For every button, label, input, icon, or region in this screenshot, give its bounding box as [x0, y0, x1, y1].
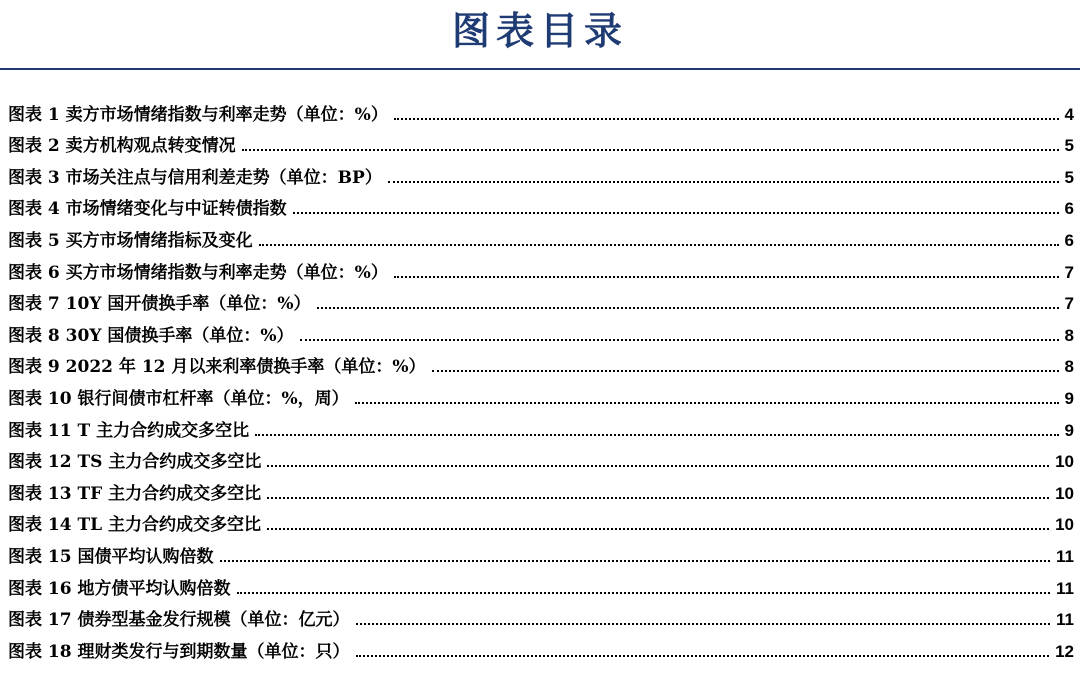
toc-entry-page-number: 5	[1064, 167, 1074, 187]
dot-leader	[356, 655, 1050, 657]
dot-leader	[255, 434, 1058, 436]
toc-entry[interactable]	[8, 570, 1074, 602]
toc-entry-page-number: 6	[1064, 230, 1074, 250]
toc-entry-page-number: 4	[1064, 104, 1074, 124]
toc-entry[interactable]	[8, 602, 1074, 634]
dot-leader	[237, 592, 1051, 594]
dot-leader	[293, 212, 1059, 214]
toc-entry-label: 图表 7 10Y 国开债换手率（单位：%）	[8, 294, 311, 315]
toc-entry-page-number: 9	[1064, 420, 1074, 440]
dot-leader	[259, 244, 1059, 246]
toc-entry-label: 图表 16 地方债平均认购倍数	[8, 578, 231, 599]
toc-entry[interactable]	[8, 254, 1074, 286]
toc-entry-label: 图表 12 TS 主力合约成交多空比	[8, 452, 262, 473]
toc-entry[interactable]	[8, 128, 1074, 160]
toc-entry[interactable]	[8, 444, 1074, 476]
toc-entry[interactable]	[8, 222, 1074, 254]
toc-entry[interactable]	[8, 317, 1074, 349]
dot-leader	[388, 181, 1059, 183]
dot-leader	[242, 149, 1059, 151]
toc-entry-page-number: 6	[1064, 199, 1074, 219]
toc-entry-label: 图表 15 国债平均认购倍数	[8, 546, 214, 567]
toc-entry-label: 图表 4 市场情绪变化与中证转债指数	[8, 199, 287, 220]
dot-leader	[432, 370, 1059, 372]
toc-entry-page-number: 11	[1056, 610, 1074, 630]
toc-entry-page-number: 11	[1056, 546, 1074, 566]
dot-leader	[356, 623, 1051, 625]
toc-entry-label: 图表 14 TL 主力合约成交多空比	[8, 515, 262, 536]
title-divider	[0, 68, 1080, 70]
toc-entry-page-number: 7	[1064, 262, 1074, 282]
dot-leader	[394, 276, 1059, 278]
toc-entry-label: 图表 17 债券型基金发行规模（单位：亿元）	[8, 610, 350, 631]
toc-entry[interactable]	[8, 507, 1074, 539]
toc-entry-label: 图表 8 30Y 国债换手率（单位：%）	[8, 325, 294, 346]
table-of-figures	[8, 96, 1074, 665]
toc-entry-label: 图表 11 T 主力合约成交多空比	[8, 420, 250, 441]
toc-entry[interactable]	[8, 412, 1074, 444]
toc-entry[interactable]	[8, 380, 1074, 412]
toc-entry-label: 图表 1 卖方市场情绪指数与利率走势（单位：%）	[8, 104, 388, 125]
dot-leader	[355, 402, 1059, 404]
toc-entry[interactable]	[8, 191, 1074, 223]
toc-entry-page-number: 12	[1055, 641, 1074, 661]
toc-entry[interactable]	[8, 475, 1074, 507]
toc-entry-page-number: 5	[1064, 136, 1074, 156]
toc-entry-label: 图表 6 买方市场情绪指数与利率走势（单位：%）	[8, 262, 388, 283]
dot-leader	[267, 465, 1049, 467]
toc-entry[interactable]	[8, 96, 1074, 128]
toc-entry-page-number: 10	[1055, 515, 1074, 535]
toc-entry-label: 图表 9 2022 年 12 月以来利率债换手率（单位：%）	[8, 357, 426, 378]
toc-entry-label: 图表 2 卖方机构观点转变情况	[8, 136, 236, 157]
toc-entry[interactable]	[8, 633, 1074, 665]
dot-leader	[267, 528, 1049, 530]
toc-entry-page-number: 8	[1064, 325, 1074, 345]
toc-entry-page-number: 10	[1055, 452, 1074, 472]
toc-entry-page-number: 9	[1064, 388, 1074, 408]
toc-entry[interactable]	[8, 538, 1074, 570]
toc-entry-label: 图表 13 TF 主力合约成交多空比	[8, 483, 262, 504]
dot-leader	[394, 118, 1059, 120]
toc-entry-label: 图表 5 买方市场情绪指标及变化	[8, 230, 253, 251]
toc-entry-page-number: 11	[1056, 578, 1074, 598]
dot-leader	[300, 339, 1059, 341]
toc-entry[interactable]	[8, 349, 1074, 381]
toc-entry-page-number: 7	[1064, 294, 1074, 314]
dot-leader	[220, 560, 1051, 562]
toc-entry-label: 图表 18 理财类发行与到期数量（单位：只）	[8, 641, 350, 662]
toc-entry-page-number: 8	[1064, 357, 1074, 377]
dot-leader	[267, 497, 1049, 499]
toc-entry-page-number: 10	[1055, 483, 1074, 503]
toc-entry-label: 图表 10 银行间债市杠杆率（单位：%，周）	[8, 388, 349, 409]
toc-entry-label: 图表 3 市场关注点与信用利差走势（单位：BP）	[8, 167, 382, 188]
toc-entry[interactable]	[8, 159, 1074, 191]
dot-leader	[317, 307, 1059, 309]
toc-entry[interactable]	[8, 286, 1074, 318]
page-title: 图表目录	[451, 8, 628, 53]
